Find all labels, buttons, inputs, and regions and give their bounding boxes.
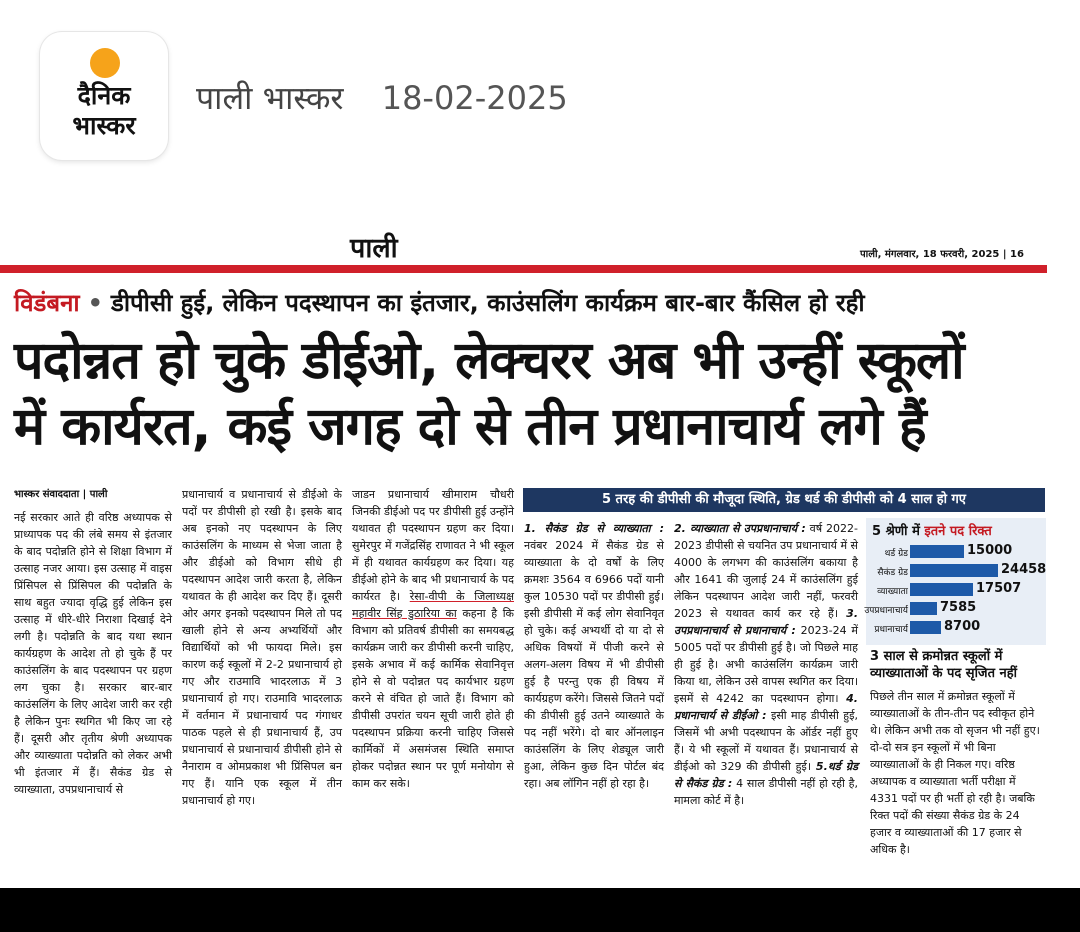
- chart-row: [866, 544, 1046, 560]
- article-column-5: [674, 520, 858, 809]
- headline: [14, 328, 1044, 460]
- chart-value-label: 8700: [944, 619, 981, 634]
- status-banner: 5 तरह की डीपीसी की मौजूदा स्थिति, ग्रेड थर्ड की डीपीसी को 4 साल हो गए: [523, 488, 1045, 512]
- chart-title-prefix: 5 श्रेणी में: [872, 524, 920, 539]
- side-headline: 3 साल से क्रमोन्नत स्कूलों में व्याख्याताओं के पद सृजित नहीं: [870, 649, 1017, 681]
- chart-title-highlight: इतने पद रिक्त: [924, 524, 992, 539]
- edition-title: पाली भास्कर: [196, 79, 344, 117]
- newspaper-page: [0, 216, 1080, 892]
- chart-bar: [910, 545, 964, 558]
- section-3-text: 2023-24 में 5005 पदों पर डीपीसी हुई है। जो पिछले माह ही हुई है। अभी काउंसलिंग कार्यक्रम जारी किया था, लेकिन उसे वापस स्थगित कर दिया। इसमें से 4242 का पदस्थापन होगा।: [674, 624, 858, 705]
- sun-icon: [90, 48, 120, 78]
- bottom-bar: [0, 888, 1080, 932]
- chart-bar: [910, 564, 998, 577]
- kicker: [14, 286, 865, 319]
- side-body: पिछले तीन साल में क्रमोन्नत स्कूलों में व्याख्याताओं के तीन-तीन पद स्वीकृत होने थे। लेकिन अभी तक वो सृजन भी नहीं हुए। दो-दो सत्र इन स्कूलों में भी बिना व्याख्याताओं के ही निकल गए। वरिष्ठ अध्यापक व व्याख्याता भर्ती परीक्षा में 4331 पदों पर ही भर्ती हो रही है। जबकि रिक्त पदों की संख्या सैकंड ग्रेड के 24 हजार व व्याख्याताओं की 17 हजार से अधिक है।: [870, 690, 1040, 856]
- page-section-title: पाली: [350, 233, 398, 264]
- section-4-text: इसी माह डीपीसी हुई, जिसमें भी अभी पदस्थापन के ऑर्डर नहीं हुए हैं। ये भी स्कूलों में यथावत हैं। प्रधानाचार्य से डीईओ को 329 की डीपीसी हुई।: [674, 709, 858, 773]
- chart-row: [866, 582, 1046, 598]
- column-3-text-a: जाडन प्रधानाचार्य खीमाराम चौधरी जिनकी डीईओ पद पर डीपीसी हुई उन्होंने यथावत ही पदस्थापन ग्रहण कर दिया। सुमेरपुर में गजेंद्रसिंह राणावत ने भी स्कूल में ही यथावत कार्यग्रहण कर दिया। यह डीईओ होने के बाद भी प्रधानाचार्य के पद कार्यरत है।: [352, 488, 514, 603]
- kicker-text: डीपीसी हुई, लेकिन पदस्थापन का इंतजार, काउंसलिंग कार्यक्रम बार-बार कैंसिल हो रही: [110, 289, 865, 317]
- vacancy-chart: [866, 518, 1046, 645]
- article-column-1: [14, 486, 172, 798]
- section-2-heading: 2. व्याख्याता से उपप्रधानाचार्य :: [674, 522, 806, 535]
- section-5-heading: 5.थर्ड ग्रेड से सैकंड ग्रेड :: [674, 760, 858, 790]
- chart-row: [866, 563, 1046, 579]
- article-column-2: [182, 486, 342, 809]
- chart-row: [866, 620, 1046, 636]
- top-header: [196, 76, 568, 119]
- chart-bar: [910, 602, 937, 615]
- chart-category-label: सैकंड ग्रेड: [877, 568, 908, 578]
- section-2-text: वर्ष 2022-2023 डीपीसी से चयनित उप प्रधानाचार्य में से 4000 के लगभग की काउंसलिंग बकाया है और 1641 की जुलाई 24 में काउंसलिंग हुई लेकिन पदस्थापन आदेश जारी नहीं, फरवरी 2023 से यथावत कार्य कर रहे हैं।: [674, 522, 859, 620]
- chart-title: [866, 518, 1046, 542]
- chart-bar: [910, 583, 973, 596]
- kicker-label: विडंबना: [14, 289, 80, 317]
- logo-line2: भास्कर: [72, 111, 136, 140]
- chart-value-label: 7585: [940, 600, 977, 615]
- logo-line1: दैनिक: [77, 81, 131, 110]
- section-5-text: 4 साल डीपीसी नहीं हो रही है, मामला कोर्ट में है।: [674, 777, 858, 807]
- chart-category-label: उपप्रधानाचार्य: [864, 606, 908, 616]
- chart-row: [866, 601, 1046, 617]
- headline-line1: पदोन्नत हो चुके डीईओ, लेक्चरर अब भी उन्हीं स्कूलों: [14, 331, 964, 391]
- section-3-heading: 3. उपप्रधानाचार्य से प्रधानाचार्य :: [674, 607, 859, 637]
- chart-value-label: 15000: [967, 543, 1013, 558]
- article-column-3: [352, 486, 514, 792]
- section-4-heading: 4. प्रधानाचार्य से डीईओ :: [674, 692, 858, 722]
- column-2-text: प्रधानाचार्य व प्रधानाचार्य से डीईओ के पदों पर डीपीसी हो रखी है। इसके बाद अब इनको नए पदस्थापन के लिए काउंसलिंग के माध्यम से भेजा जाता है और डीईओ को विभाग सीधे ही पदस्थापन आदेश जारी करता है, लेकिन यथावत के ही आदेश कर दिए हैं। दूसरी ओर अगर इनको पदस्थापन मिले तो पद खाली होने से अन्य अभ्यर्थियों और विद्यार्थियों को भी फायदा मिले। इस कारण कई स्कूलों में 2-2 प्रधानाचार्य हो गए और राउमावि भादरलाऊ में 3 प्रधानाचार्य हो गए। राउमावि भादरलाऊ में वर्तमान में प्रधानाचार्य पद गंगाधर पाठक पहले से ही प्रधानाचार्य हैं, उप प्रधानाचार्य से प्रधानाचार्य डीपीसी होने से नैनाराम व ओमप्रकाश भी प्रिंसिपल बन गए हैं। यानि एक स्कूल में तीन प्रधानाचार्य हो गए।: [182, 488, 342, 807]
- kicker-bullet: •: [87, 289, 103, 317]
- chart-value-label: 17507: [976, 581, 1022, 596]
- section-1-text: नवंबर 2024 में सैकंड ग्रेड से व्याख्याता के दो वर्षों के लिए क्रमशः 3564 व 6966 पदों यानी कुल 10530 पदों पर डीपीसी हुई। इसी डीपीसी में कई लोग सेवानिवृत हो चुके। कई अभ्यर्थी दो या दो से अधिक विषयों में पीजी करने से अलग-अलग विषय में भी डीपीसी हुई है परन्तु एक ही विषय में कार्यग्रहण करेंगे। जिससे जितने पदों की डीपीसी हुई उतने व्याख्याते के पद नहीं भरेंगे। दो बार ऑनलाइन काउंसलिंग के लिए शेड्यूल जारी हुआ, लेकिन कुछ दिन पोर्टल बंद रहा। अब लॉगिन नहीं हो रहा है।: [524, 539, 664, 790]
- column-3-underlined: रेसा-वीपी के जिलाध्यक्ष महावीर सिंह डुठारिया का: [352, 590, 514, 620]
- dainik-bhaskar-logo[interactable]: [40, 32, 168, 160]
- column-1-text: नई सरकार आते ही वरिष्ठ अध्यापक से प्राध्यापक पद की लंबे समय से इंतजार के बाद पदोन्नति होने से शिक्षा विभाग में उत्साह नजर आया। इस उत्साह में वाइस प्रिंसिपल से प्रिंसिपल की पदोन्नति के साथ बहुत ज्यादा वृद्धि हुई लेकिन इस उत्साह में धीरे-धीरे निराशा दिखाई देने लगी है। पदोन्नति के बाद यथा स्थान कार्यग्रहण के आदेश तो हो चुके हैं पर काउंसलिंग के बाद पदस्थापन पर ग्रहण लग चुका है। सरकार बार-बार काउंसलिंग के लिए आदेश जारी कर रही है लेकिन पुनः स्थगित भी किए जा रहे हैं। दूसरी और तृतीय श्रेणी अध्यापक और व्याख्याता पदोन्नति को लेकर अभी भी इंतजार में हैं। सैकंड ग्रेड से व्याख्याता, उपप्रधानाचार्य से: [14, 511, 172, 796]
- chart-category-label: प्रधानाचार्य: [874, 625, 908, 635]
- edition-date: 18-02-2025: [381, 79, 568, 117]
- chart-bar: [910, 621, 941, 634]
- chart-value-label: 24458: [1001, 562, 1047, 577]
- headline-line2: में कार्यरत, कई जगह दो से तीन प्रधानाचार्य लगे हैं: [14, 397, 926, 457]
- header-rule: [0, 265, 1047, 273]
- section-1-heading: 1. सैकंड ग्रेड से व्याख्याता :: [524, 522, 664, 535]
- chart-category-label: थर्ड ग्रेड: [884, 549, 908, 559]
- byline: भास्कर संवाददाता | पाली: [14, 489, 108, 500]
- page-dateline: पाली, मंगलवार, 18 फरवरी, 2025 | 16: [860, 249, 1024, 260]
- column-3-text-b: कहना है कि विभाग को प्रतिवर्ष डीपीसी का समयबद्ध कार्यक्रम जारी कर डीपीसी करनी चाहिए, इसके अभाव में कई कार्मिक सेवानिवृत्त होने से वो पदोन्नत पद कार्यभार ग्रहण करने से वंचित हो जाते हैं। विभाग को डीपीसी उपरांत चयन सूची जारी होते ही पदस्थापन प्रक्रिया करनी चाहिए जिससे कार्मिकों में असमंजस स्थिति समाप्त होकर पदोन्नत स्थान पर पूर्ण मनोयोग से काम कर सके।: [352, 607, 514, 790]
- article-column-4: [524, 520, 664, 792]
- chart-category-label: व्याख्याता: [877, 587, 908, 597]
